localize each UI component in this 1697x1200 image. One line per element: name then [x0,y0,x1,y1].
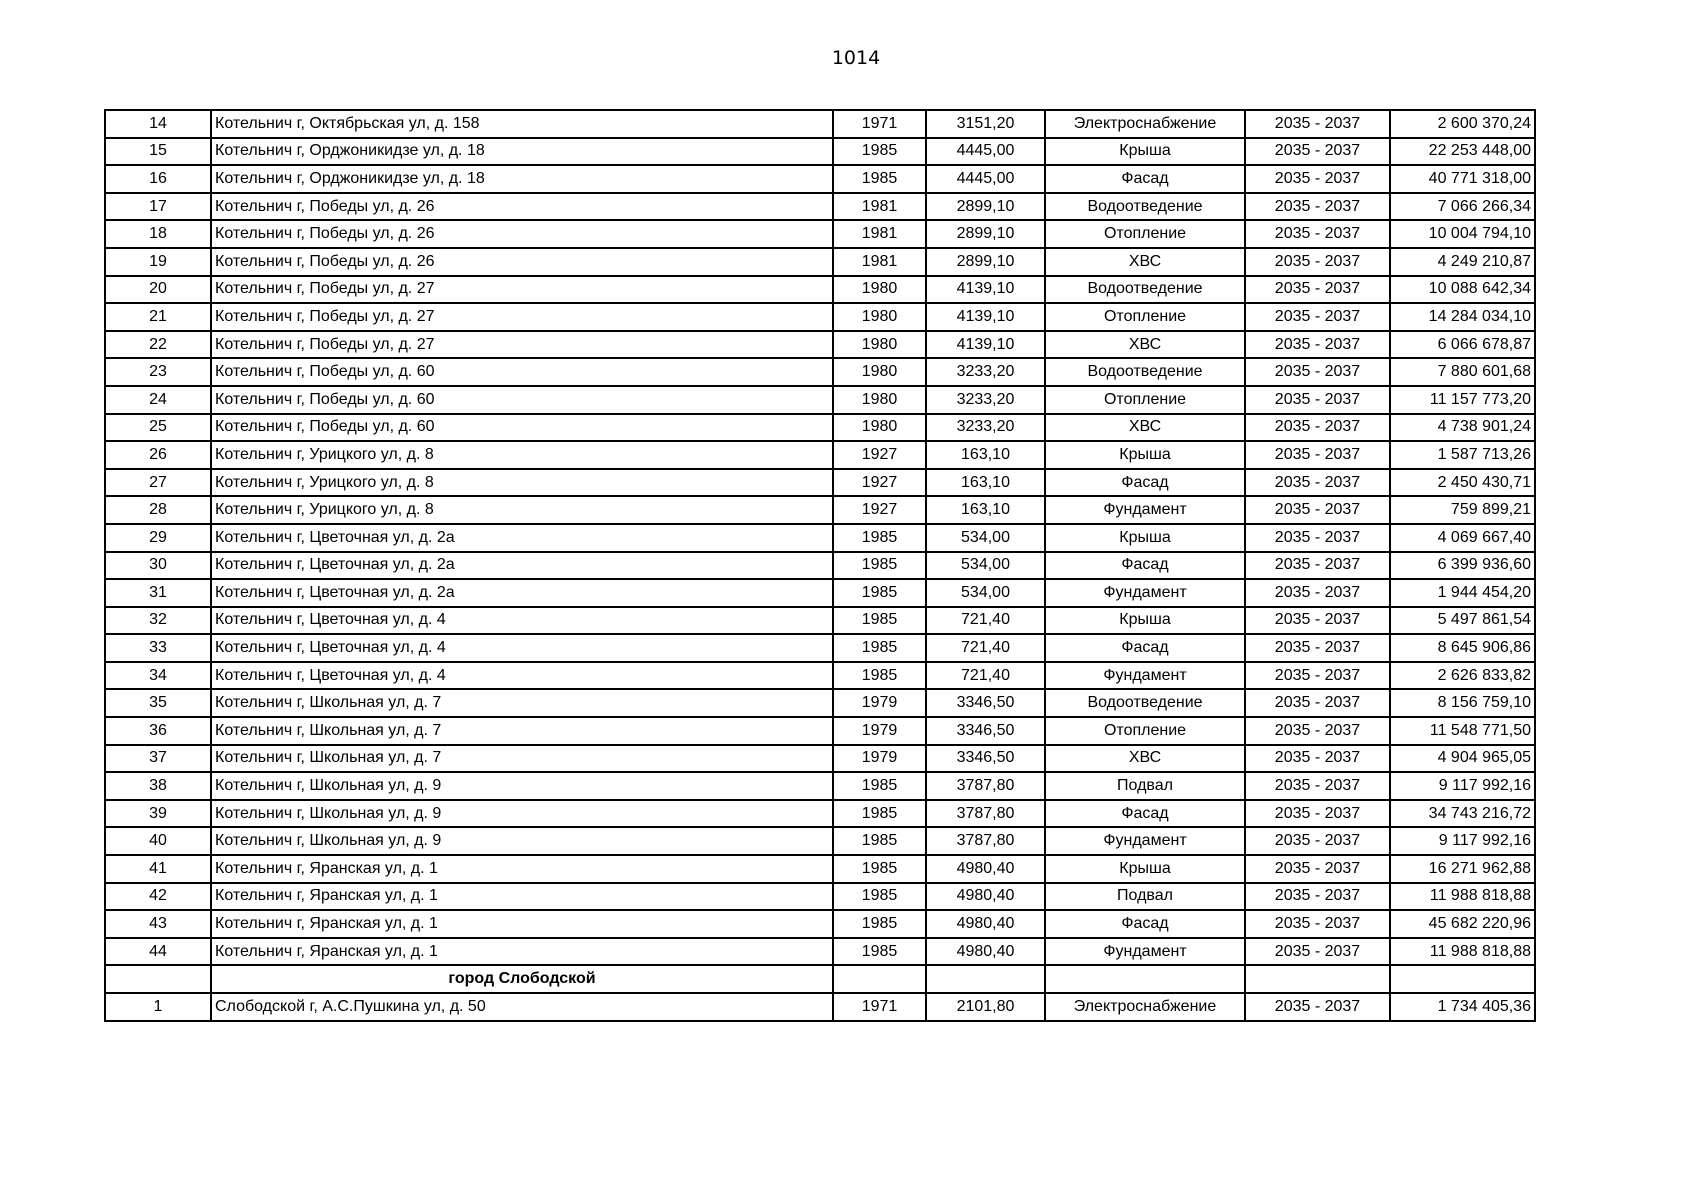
cost-cell: 1 944 454,20 [1390,579,1535,607]
address-cell: город Слободской [211,965,833,993]
cost-cell: 7 880 601,68 [1390,358,1535,386]
work-type-cell: Фундамент [1045,662,1245,690]
table-row [105,607,1535,635]
address-cell: Котельнич г, Орджоникидзе ул, д. 18 [211,138,833,166]
work-type-cell: Фасад [1045,552,1245,580]
address-cell: Котельнич г, Яранская ул, д. 1 [211,938,833,966]
table-row [105,827,1535,855]
table-body [105,110,1535,1021]
table-row [105,855,1535,883]
address-cell: Котельнич г, Победы ул, д. 27 [211,303,833,331]
period-cell: 2035 - 2037 [1245,910,1390,938]
address-cell: Котельнич г, Яранская ул, д. 1 [211,883,833,911]
row-number-cell: 38 [105,772,211,800]
table-row [105,358,1535,386]
work-type-cell: Фундамент [1045,496,1245,524]
address-cell: Котельнич г, Школьная ул, д. 9 [211,800,833,828]
work-type-cell: Крыша [1045,855,1245,883]
row-number-cell: 44 [105,938,211,966]
table-row [105,276,1535,304]
area-cell: 3233,20 [926,414,1045,442]
address-cell: Слободской г, А.С.Пушкина ул, д. 50 [211,993,833,1021]
period-cell: 2035 - 2037 [1245,552,1390,580]
period-cell: 2035 - 2037 [1245,717,1390,745]
build-year-cell: 1985 [833,910,926,938]
table-row [105,745,1535,773]
address-cell: Котельнич г, Победы ул, д. 27 [211,331,833,359]
row-number-cell: 14 [105,110,211,138]
area-cell: 4980,40 [926,938,1045,966]
row-number-cell: 16 [105,165,211,193]
period-cell: 2035 - 2037 [1245,800,1390,828]
work-type-cell: Фасад [1045,910,1245,938]
table-row [105,634,1535,662]
work-type-cell: Фасад [1045,469,1245,497]
row-number-cell: 37 [105,745,211,773]
build-year-cell [833,965,926,993]
row-number-cell: 40 [105,827,211,855]
table-row [105,883,1535,911]
cost-cell: 759 899,21 [1390,496,1535,524]
build-year-cell: 1980 [833,331,926,359]
address-cell: Котельнич г, Победы ул, д. 26 [211,220,833,248]
work-type-cell: Водоотведение [1045,276,1245,304]
table-row [105,303,1535,331]
period-cell: 2035 - 2037 [1245,579,1390,607]
table-row [105,910,1535,938]
work-type-cell: Водоотведение [1045,358,1245,386]
cost-cell: 6 066 678,87 [1390,331,1535,359]
work-type-cell: Электроснабжение [1045,110,1245,138]
table-row [105,938,1535,966]
work-type-cell: Фундамент [1045,938,1245,966]
work-type-cell: Крыша [1045,138,1245,166]
area-cell: 2899,10 [926,193,1045,221]
cost-cell: 11 548 771,50 [1390,717,1535,745]
table-row [105,441,1535,469]
area-cell: 534,00 [926,524,1045,552]
row-number-cell: 35 [105,689,211,717]
table-row [105,772,1535,800]
area-cell: 4980,40 [926,855,1045,883]
period-cell: 2035 - 2037 [1245,524,1390,552]
cost-cell: 7 066 266,34 [1390,193,1535,221]
period-cell: 2035 - 2037 [1245,331,1390,359]
row-number-cell: 24 [105,386,211,414]
cost-cell: 8 156 759,10 [1390,689,1535,717]
cost-cell: 9 117 992,16 [1390,827,1535,855]
table-row [105,689,1535,717]
cost-cell: 14 284 034,10 [1390,303,1535,331]
period-cell: 2035 - 2037 [1245,855,1390,883]
period-cell: 2035 - 2037 [1245,496,1390,524]
row-number-cell: 25 [105,414,211,442]
period-cell: 2035 - 2037 [1245,441,1390,469]
group-header-row [105,965,1535,993]
period-cell: 2035 - 2037 [1245,745,1390,773]
table-row [105,524,1535,552]
area-cell: 721,40 [926,634,1045,662]
area-cell: 2899,10 [926,248,1045,276]
cost-cell: 11 988 818,88 [1390,938,1535,966]
cost-cell: 11 157 773,20 [1390,386,1535,414]
build-year-cell: 1927 [833,469,926,497]
period-cell: 2035 - 2037 [1245,827,1390,855]
work-type-cell: Фундамент [1045,827,1245,855]
row-number-cell: 20 [105,276,211,304]
address-cell: Котельнич г, Цветочная ул, д. 4 [211,607,833,635]
period-cell: 2035 - 2037 [1245,303,1390,331]
row-number-cell: 22 [105,331,211,359]
build-year-cell: 1981 [833,193,926,221]
address-cell: Котельнич г, Школьная ул, д. 7 [211,717,833,745]
table-row [105,165,1535,193]
period-cell: 2035 - 2037 [1245,138,1390,166]
cost-cell: 4 904 965,05 [1390,745,1535,773]
table-row [105,717,1535,745]
build-year-cell: 1985 [833,827,926,855]
area-cell: 3233,20 [926,358,1045,386]
area-cell: 3151,20 [926,110,1045,138]
cost-cell: 4 069 667,40 [1390,524,1535,552]
build-year-cell: 1979 [833,717,926,745]
area-cell: 4139,10 [926,276,1045,304]
address-cell: Котельнич г, Яранская ул, д. 1 [211,855,833,883]
period-cell: 2035 - 2037 [1245,938,1390,966]
cost-cell: 34 743 216,72 [1390,800,1535,828]
build-year-cell: 1980 [833,414,926,442]
period-cell: 2035 - 2037 [1245,469,1390,497]
work-type-cell: Водоотведение [1045,689,1245,717]
work-type-cell: Электроснабжение [1045,993,1245,1021]
area-cell: 721,40 [926,662,1045,690]
row-number-cell: 31 [105,579,211,607]
table-row [105,662,1535,690]
work-type-cell: Подвал [1045,772,1245,800]
period-cell: 2035 - 2037 [1245,772,1390,800]
cost-cell: 4 738 901,24 [1390,414,1535,442]
work-type-cell: ХВС [1045,248,1245,276]
table-row [105,386,1535,414]
cost-cell: 9 117 992,16 [1390,772,1535,800]
area-cell: 4445,00 [926,165,1045,193]
build-year-cell: 1985 [833,524,926,552]
address-cell: Котельнич г, Школьная ул, д. 9 [211,827,833,855]
build-year-cell: 1980 [833,303,926,331]
row-number-cell: 32 [105,607,211,635]
cost-cell: 6 399 936,60 [1390,552,1535,580]
address-cell: Котельнич г, Цветочная ул, д. 2а [211,552,833,580]
work-type-cell: ХВС [1045,745,1245,773]
address-cell: Котельнич г, Яранская ул, д. 1 [211,910,833,938]
period-cell: 2035 - 2037 [1245,689,1390,717]
build-year-cell: 1980 [833,358,926,386]
cost-cell: 40 771 318,00 [1390,165,1535,193]
address-cell: Котельнич г, Школьная ул, д. 7 [211,689,833,717]
cost-cell: 2 626 833,82 [1390,662,1535,690]
work-type-cell: Фасад [1045,634,1245,662]
period-cell: 2035 - 2037 [1245,883,1390,911]
work-type-cell: Фасад [1045,800,1245,828]
build-year-cell: 1985 [833,855,926,883]
area-cell: 163,10 [926,469,1045,497]
table-row [105,110,1535,138]
period-cell: 2035 - 2037 [1245,193,1390,221]
work-type-cell: Отопление [1045,386,1245,414]
cost-cell: 2 450 430,71 [1390,469,1535,497]
area-cell: 4445,00 [926,138,1045,166]
build-year-cell: 1985 [833,772,926,800]
address-cell: Котельнич г, Школьная ул, д. 9 [211,772,833,800]
row-number-cell: 43 [105,910,211,938]
cost-cell: 1 734 405,36 [1390,993,1535,1021]
table-row [105,220,1535,248]
row-number-cell: 36 [105,717,211,745]
work-type-cell [1045,965,1245,993]
build-year-cell: 1979 [833,745,926,773]
address-cell: Котельнич г, Октябрьская ул, д. 158 [211,110,833,138]
build-year-cell: 1981 [833,220,926,248]
build-year-cell: 1971 [833,110,926,138]
area-cell: 3346,50 [926,717,1045,745]
area-cell: 4980,40 [926,910,1045,938]
table-row [105,579,1535,607]
row-number-cell: 1 [105,993,211,1021]
row-number-cell [105,965,211,993]
cost-cell: 22 253 448,00 [1390,138,1535,166]
row-number-cell: 39 [105,800,211,828]
address-cell: Котельнич г, Цветочная ул, д. 4 [211,662,833,690]
build-year-cell: 1985 [833,607,926,635]
page-number: 1014 [831,47,881,69]
area-cell: 3233,20 [926,386,1045,414]
area-cell: 4139,10 [926,303,1045,331]
area-cell: 3787,80 [926,827,1045,855]
area-cell: 4139,10 [926,331,1045,359]
work-type-cell: Крыша [1045,607,1245,635]
period-cell: 2035 - 2037 [1245,110,1390,138]
period-cell: 2035 - 2037 [1245,220,1390,248]
work-type-cell: Водоотведение [1045,193,1245,221]
cost-cell: 4 249 210,87 [1390,248,1535,276]
cost-cell: 10 088 642,34 [1390,276,1535,304]
cost-cell: 45 682 220,96 [1390,910,1535,938]
table-row [105,800,1535,828]
work-type-cell: Отопление [1045,220,1245,248]
build-year-cell: 1985 [833,634,926,662]
address-cell: Котельнич г, Цветочная ул, д. 2а [211,579,833,607]
work-type-cell: Подвал [1045,883,1245,911]
row-number-cell: 28 [105,496,211,524]
area-cell: 534,00 [926,579,1045,607]
table-row [105,552,1535,580]
address-cell: Котельнич г, Победы ул, д. 60 [211,414,833,442]
area-cell: 163,10 [926,496,1045,524]
work-type-cell: Крыша [1045,524,1245,552]
table-row [105,496,1535,524]
build-year-cell: 1985 [833,138,926,166]
row-number-cell: 30 [105,552,211,580]
row-number-cell: 26 [105,441,211,469]
cost-cell: 1 587 713,26 [1390,441,1535,469]
work-type-cell: Фасад [1045,165,1245,193]
address-cell: Котельнич г, Победы ул, д. 26 [211,248,833,276]
period-cell: 2035 - 2037 [1245,662,1390,690]
area-cell: 4980,40 [926,883,1045,911]
period-cell: 2035 - 2037 [1245,386,1390,414]
cost-cell [1390,965,1535,993]
build-year-cell: 1985 [833,800,926,828]
build-year-cell: 1979 [833,689,926,717]
row-number-cell: 21 [105,303,211,331]
build-year-cell: 1981 [833,248,926,276]
period-cell: 2035 - 2037 [1245,248,1390,276]
area-cell: 534,00 [926,552,1045,580]
table-row [105,469,1535,497]
area-cell [926,965,1045,993]
work-type-cell: Крыша [1045,441,1245,469]
address-cell: Котельнич г, Победы ул, д. 60 [211,358,833,386]
period-cell: 2035 - 2037 [1245,414,1390,442]
table-row [105,331,1535,359]
address-cell: Котельнич г, Урицкого ул, д. 8 [211,496,833,524]
build-year-cell: 1980 [833,276,926,304]
period-cell: 2035 - 2037 [1245,634,1390,662]
cost-cell: 16 271 962,88 [1390,855,1535,883]
address-cell: Котельнич г, Орджоникидзе ул, д. 18 [211,165,833,193]
address-cell: Котельнич г, Цветочная ул, д. 4 [211,634,833,662]
address-cell: Котельнич г, Победы ул, д. 26 [211,193,833,221]
table-row [105,993,1535,1021]
address-cell: Котельнич г, Урицкого ул, д. 8 [211,441,833,469]
cost-cell: 2 600 370,24 [1390,110,1535,138]
row-number-cell: 33 [105,634,211,662]
build-year-cell: 1971 [833,993,926,1021]
row-number-cell: 34 [105,662,211,690]
row-number-cell: 29 [105,524,211,552]
table-row [105,414,1535,442]
build-year-cell: 1980 [833,386,926,414]
build-year-cell: 1985 [833,165,926,193]
period-cell: 2035 - 2037 [1245,607,1390,635]
row-number-cell: 42 [105,883,211,911]
cost-cell: 8 645 906,86 [1390,634,1535,662]
build-year-cell: 1985 [833,579,926,607]
row-number-cell: 41 [105,855,211,883]
address-cell: Котельнич г, Победы ул, д. 60 [211,386,833,414]
row-number-cell: 27 [105,469,211,497]
build-year-cell: 1927 [833,496,926,524]
period-cell [1245,965,1390,993]
repair-schedule-table [104,109,1536,1022]
area-cell: 721,40 [926,607,1045,635]
cost-cell: 5 497 861,54 [1390,607,1535,635]
row-number-cell: 18 [105,220,211,248]
area-cell: 3346,50 [926,689,1045,717]
period-cell: 2035 - 2037 [1245,993,1390,1021]
area-cell: 3787,80 [926,772,1045,800]
work-type-cell: ХВС [1045,331,1245,359]
address-cell: Котельнич г, Школьная ул, д. 7 [211,745,833,773]
cost-cell: 10 004 794,10 [1390,220,1535,248]
work-type-cell: Отопление [1045,717,1245,745]
area-cell: 2101,80 [926,993,1045,1021]
address-cell: Котельнич г, Урицкого ул, д. 8 [211,469,833,497]
area-cell: 2899,10 [926,220,1045,248]
build-year-cell: 1985 [833,938,926,966]
table-row [105,193,1535,221]
table-row [105,138,1535,166]
address-cell: Котельнич г, Цветочная ул, д. 2а [211,524,833,552]
period-cell: 2035 - 2037 [1245,165,1390,193]
area-cell: 3346,50 [926,745,1045,773]
address-cell: Котельнич г, Победы ул, д. 27 [211,276,833,304]
period-cell: 2035 - 2037 [1245,276,1390,304]
area-cell: 3787,80 [926,800,1045,828]
work-type-cell: ХВС [1045,414,1245,442]
area-cell: 163,10 [926,441,1045,469]
build-year-cell: 1985 [833,552,926,580]
cost-cell: 11 988 818,88 [1390,883,1535,911]
build-year-cell: 1985 [833,883,926,911]
row-number-cell: 23 [105,358,211,386]
work-type-cell: Отопление [1045,303,1245,331]
row-number-cell: 17 [105,193,211,221]
build-year-cell: 1927 [833,441,926,469]
period-cell: 2035 - 2037 [1245,358,1390,386]
row-number-cell: 15 [105,138,211,166]
table-row [105,248,1535,276]
build-year-cell: 1985 [833,662,926,690]
work-type-cell: Фундамент [1045,579,1245,607]
row-number-cell: 19 [105,248,211,276]
